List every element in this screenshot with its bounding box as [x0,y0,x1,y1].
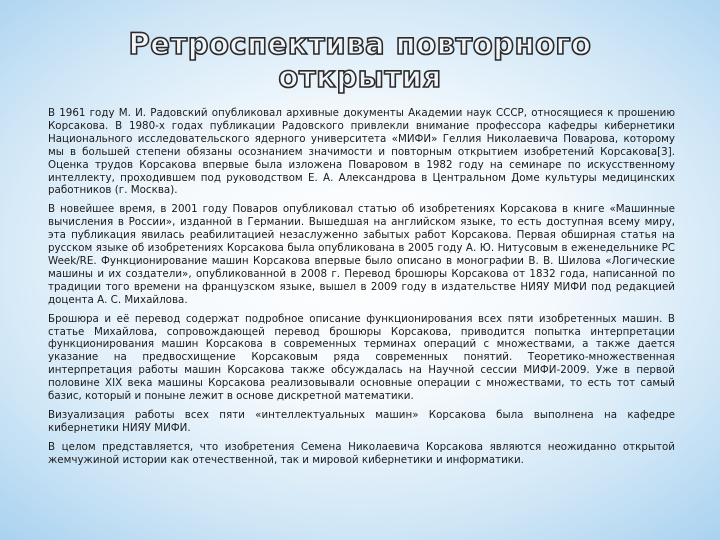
paragraph-2: В новейшее время, в 2001 году Поваров опубликовал статью об изобретениях Корсакова в книге «Машинные вычисления в России», изданной в Германии. Вышедшая на английском языке, то есть доступная всему миру, эта публикация явилась реабилитацией незаслуженно забытых работ Корсакова. Первая обширная статья на русском языке об изобретениях Корсакова была опубликована в 2005 году А. Ю. Нитусовым в еженедельнике PC Week/RE. Функционирование машин Корсакова впервые было описано в монографии В. В. Шилова «Логические машины и их создатели», опубликованной в 2008 г. Перевод брошюры Корсакова от 1832 года, написанной по традиции того времени на французском языке, вышел в 2009 году в издательстве НИЯУ МИФИ под редакцией доцента А. С. Михайлова. [48,203,675,306]
slide-title-line-1: Ретроспектива повторного [128,27,592,61]
paragraph-3: Брошюра и её перевод содержат подробное описание функционирования всех пяти изобретенных машин. В статье Михайлова, сопровождающей перевод брошюры Корсакова, приводится попытка интерпретации функционирования машин Корсакова в современных терминах операций с множествами, а также дается указание на предвосхищение Корсаковым ряда современных понятий. Теоретико-множественная интерпретация работы машин Корсакова также обсуждалась на Научной сессии МИФИ-2009. Уже в первой половине XIX века машины Корсакова реализовывали основные операции с множествами, то есть тот самый базис, который и поныне лежит в основе дискретной математики. [48,312,675,403]
slide-title [100,28,620,94]
slide-title-line-2: открытия [278,60,442,94]
paragraph-4: Визуализация работы всех пяти «интеллектуальных машин» Корсакова была выполнена на кафедре кибернетики НИЯУ МИФИ. [48,408,675,434]
paragraph-1: В 1961 году М. И. Радовский опубликовал архивные документы Академии наук СССР, относящиеся к прошению Корсакова. В 1980-х годах публикации Радовского привлекли внимание профессора кафедры кибернетики Национального исследовательского ядерного университета «МИФИ» Геллия Николаевича Поварова, которому мы в большей степени обязаны осознанием значимости и повторным открытием изобретений Корсакова[3]. Оценка трудов Корсакова впервые была изложена Поваровом в 1982 году на семинаре по искусственному интеллекту, проходившем под руководством Е. А. Александрова в Центральном Доме культуры медицинских работников (г. Москва). [48,107,675,197]
slide-body [48,107,675,473]
paragraph-5: В целом представляется, что изобретения Семена Николаевича Корсакова являются неожиданно открытой жемчужиной истории как отечественной, так и мировой кибернетики и информатики. [48,440,675,466]
